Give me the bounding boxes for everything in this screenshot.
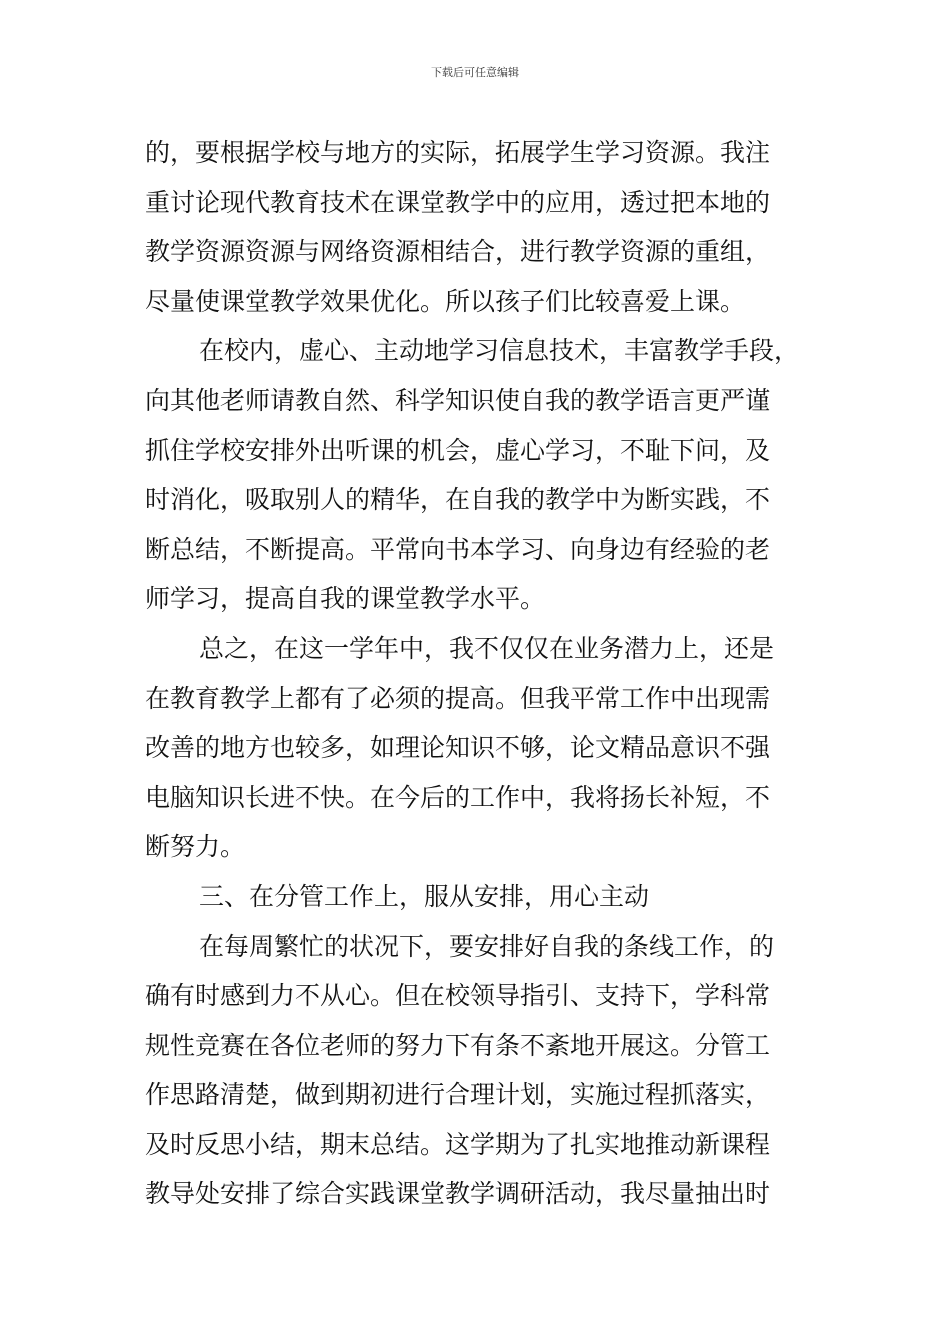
page-header: 下载后可任意编辑	[431, 66, 519, 79]
text-line: 总之，在这一学年中，我不仅仅在业务潜力上，还是	[199, 633, 775, 663]
text-line: 断总结，不断提高。平常向书本学习、向身边有经验的老	[145, 534, 771, 564]
text-line: 时消化，吸取别人的精华，在自我的教学中为断实践，不	[145, 485, 771, 515]
text-line: 规性竞赛在各位老师的努力下有条不紊地开展这。分管工	[145, 1030, 771, 1060]
text-line: 改善的地方也较多，如理论知识不够，论文精品意识不强	[145, 733, 771, 763]
text-line: 作思路清楚，做到期初进行合理计划，实施过程抓落实，	[145, 1080, 771, 1110]
text-line: 及时反思小结，期末总结。这学期为了扎实地推动新课程	[145, 1129, 771, 1159]
text-line: 师学习，提高自我的课堂教学水平。	[145, 584, 546, 614]
text-line: 尽量使课堂教学效果优化。所以孩子们比较喜爱上课。	[145, 286, 746, 316]
text-line: 电脑知识长进不快。在今后的工作中，我将扬长补短，不	[145, 782, 771, 812]
text-line: 在每周繁忙的状况下，要安排好自我的条线工作，的	[199, 931, 775, 961]
text-line: 教学资源资源与网络资源相结合，进行教学资源的重组，	[145, 237, 771, 267]
document-body	[145, 128, 825, 1219]
text-line: 的，要根据学校与地方的实际，拓展学生学习资源。我注	[145, 138, 771, 167]
text-line: 断努力。	[145, 832, 246, 862]
text-line: 向其他老师请教自然、科学知识使自我的教学语言更严谨	[145, 385, 771, 415]
text-line: 确有时感到力不从心。但在校领导指引、支持下，学科常	[145, 981, 771, 1011]
text-line: 在校内，虚心、主动地学习信息技术，丰富教学手段，	[199, 336, 800, 366]
text-line: 重讨论现代教育技术在课堂教学中的应用，透过把本地的	[145, 187, 771, 217]
text-line: 在教育教学上都有了必须的提高。但我平常工作中出现需	[145, 683, 771, 713]
text-line: 三、在分管工作上，服从安排，用心主动	[199, 881, 650, 911]
text-line: 教导处安排了综合实践课堂教学调研活动，我尽量抽出时	[145, 1179, 771, 1209]
text-line: 抓住学校安排外出听课的机会，虚心学习，不耻下问，及	[145, 435, 771, 465]
